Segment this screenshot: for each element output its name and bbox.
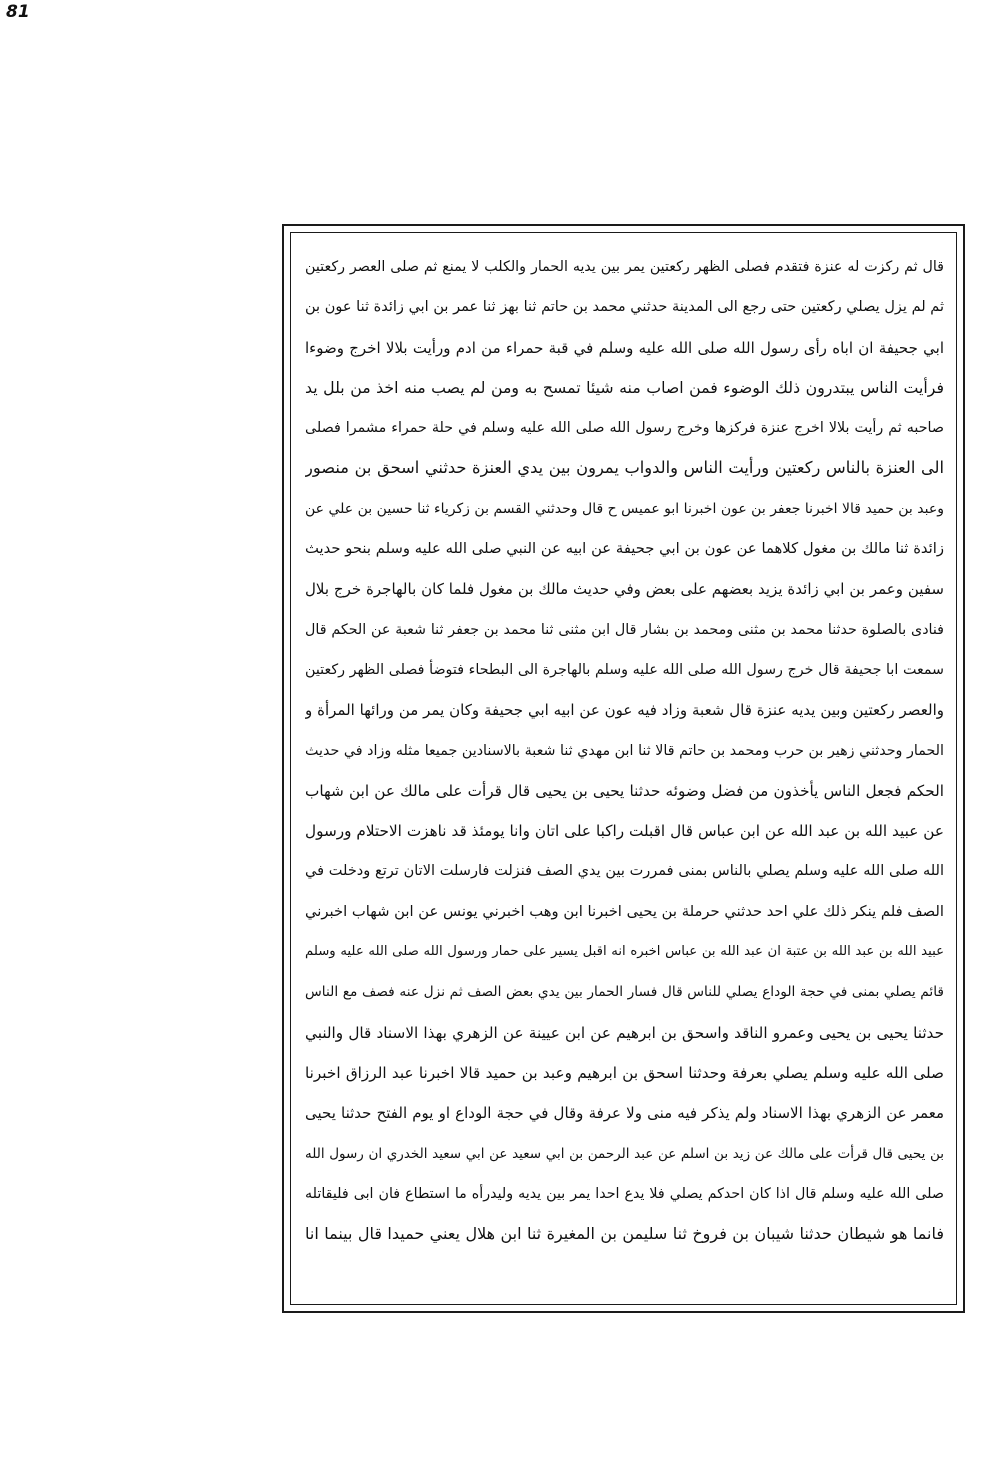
- text-line: صلى الله عليه وسلم قال اذا كان احدكم يصلي فلا يدع احدا يمر بين يديه وليدرأه ما استطاع فان ابى فليقاتله: [305, 1185, 944, 1202]
- page-inner-border: [290, 232, 957, 1305]
- page-number: 81: [6, 2, 30, 22]
- text-line: الى العنزة بالناس ركعتين ورأيت الناس والدواب يمرون بين يدي العنزة حدثني اسحق بن منصور: [305, 458, 944, 478]
- text-line: الله صلى الله عليه وسلم يصلي بالناس بمنى فمررت بين يدي الصف فنزلت فارسلت الاتان ترتع ودخلت في: [305, 863, 944, 880]
- manuscript-text-block: [305, 247, 944, 1294]
- text-line: ثم لم يزل يصلي ركعتين حتى رجع الى المدينة حدثني محمد بن حاتم ثنا بهز ثنا عمر بن ابي زائدة ثنا عون بن: [305, 299, 944, 316]
- text-line: ابي جحيفة ان اباه رأى رسول الله صلى الله عليه وسلم في قبة حمراء من ادم ورأيت بلالا اخرج وضوءا: [305, 338, 944, 357]
- text-line: فرأيت الناس يبتدرون ذلك الوضوء فمن اصاب منه شيئا تمسح به ومن لم يصب منه اخذ من بلل يد: [305, 377, 944, 397]
- text-line: حدثنا يحيى بن يحيى وعمرو الناقد واسحق بن ابرهيم عن ابن عيينة عن الزهري بهذا الاسناد قال والنبي: [305, 1023, 944, 1042]
- text-line: وعبد بن حميد قالا اخبرنا جعفر بن عون اخبرنا ابو عميس ح قال وحدثني القسم بن زكرياء ثنا حسين بن علي عن: [305, 500, 944, 517]
- page-border-frame: [282, 224, 965, 1313]
- text-line: عبيد الله بن عبد الله بن عتبة ان عبد الله بن عباس اخبره انه اقبل يسير على حمار ورسول الله صلى الله عليه وسلم: [305, 944, 944, 960]
- text-line: معمر عن الزهري بهذا الاسناد ولم يذكر فيه منى ولا عرفة وقال في حجة الوداع او يوم الفتح حدثنا يحيى: [305, 1104, 944, 1123]
- text-line: زائدة ثنا مالك بن مغول كلاهما عن عون بن ابي جحيفة عن ابيه عن النبي صلى الله عليه وسلم بنحو حديث: [305, 540, 944, 558]
- text-line: الحكم فجعل الناس يأخذون من فضل وضوئه حدثنا يحيى بن يحيى قال قرأت على مالك عن ابن شهاب: [305, 781, 944, 800]
- text-line: بن يحيى قال قرأت على مالك عن زيد بن اسلم عن عبد الرحمن بن ابي سعيد عن ابي سعيد الخدري ان رسول الله: [305, 1145, 944, 1162]
- text-line: الحمار وحدثني زهير بن حرب ومحمد بن حاتم قالا ثنا ابن مهدي ثنا شعبة بالاسنادين جميعا مثله وزاد في حديث: [305, 742, 944, 759]
- text-line: عن عبيد الله بن عبد الله عن ابن عباس قال اقبلت راكبا على اتان وانا يومئذ قد ناهزت الاحتلام ورسول: [305, 822, 944, 841]
- text-line: فنادى بالصلوة حدثنا محمد بن مثنى ومحمد بن بشار قال ابن مثنى ثنا محمد بن جعفر ثنا شعبة عن الحكم قال: [305, 621, 944, 638]
- text-line: سمعت ابا جحيفة قال خرج رسول الله صلى الله عليه وسلم بالهاجرة الى البطحاء فتوضأ فصلى الظهر ركعتين: [305, 661, 944, 678]
- text-line: قائم يصلي بمنى في حجة الوداع يصلي للناس قال فسار الحمار بين يدي بعض الصف ثم نزل عنه فصف مع الناس: [305, 984, 944, 1001]
- text-line: الصف فلم ينكر ذلك علي احد حدثني حرملة بن يحيى اخبرنا ابن وهب اخبرني يونس عن ابن شهاب اخبرني: [305, 902, 944, 920]
- text-line: قال ثم ركزت له عنزة فتقدم فصلى الظهر ركعتين يمر بين يديه الحمار والكلب لا يمنع ثم صلى العصر ركعتين: [305, 259, 944, 275]
- text-line: سفين وعمر بن ابي زائدة يزيد بعضهم على بعض وفي حديث مالك بن مغول فلما كان بالهاجرة خرج بلال: [305, 580, 944, 599]
- text-line: صلى الله عليه وسلم يصلي بعرفة وحدثنا اسحق بن ابرهيم وعبد بن حميد قالا اخبرنا عبد الرزاق اخبرنا: [305, 1063, 944, 1082]
- text-line: والعصر ركعتين وبين يديه عنزة قال شعبة وزاد فيه عون عن ابيه ابي جحيفة وكان يمر من ورائها المرأة و: [305, 701, 944, 720]
- text-line: فانما هو شيطان حدثنا شيبان بن فروخ ثنا سليمن بن المغيرة ثنا ابن هلال يعني حميدا قال بينما انا: [305, 1224, 944, 1244]
- text-line: صاحبه ثم رأيت بلالا اخرج عنزة فركزها وخرج رسول الله صلى الله عليه وسلم في حلة حمراء مشمرا فصلى: [305, 420, 944, 437]
